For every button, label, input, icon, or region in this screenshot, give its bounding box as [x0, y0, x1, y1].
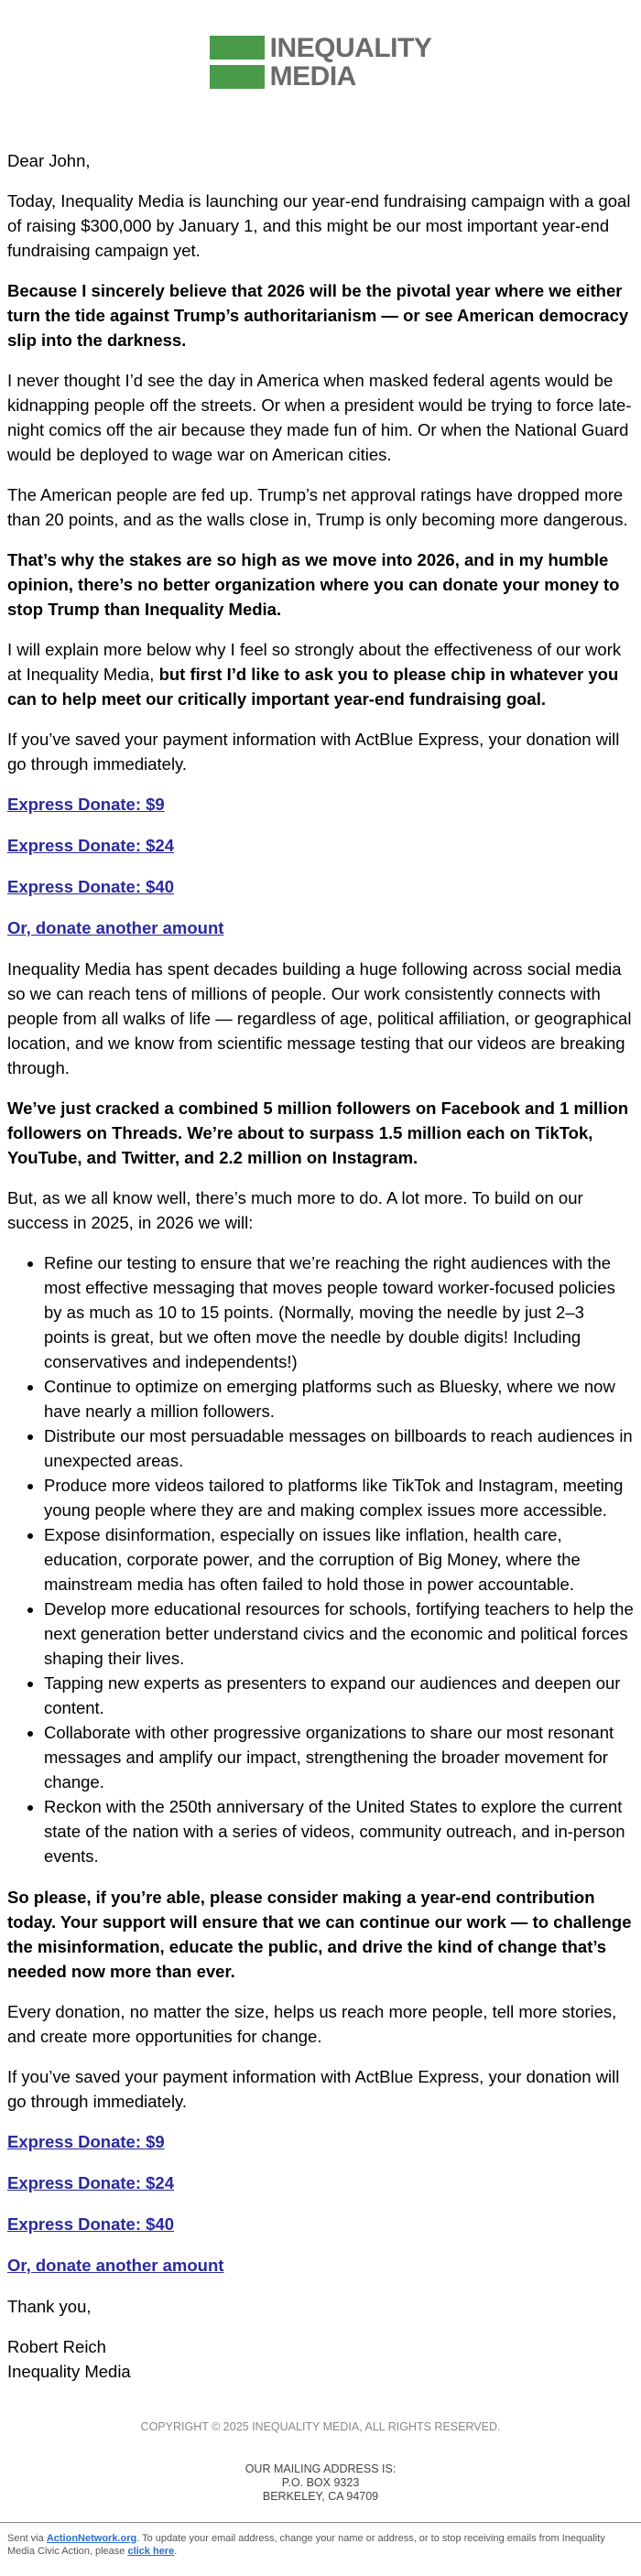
notice-end: . [174, 2546, 178, 2557]
sign-off: Thank you, [7, 2297, 92, 2316]
list-item: • Tapping new experts as presenters to expand our audiences and deepen our content. [44, 1671, 634, 1720]
paragraph-explain-normal: I will explain more below why I feel so strongly about the effectiveness of our work at Inequality Media, [7, 640, 622, 684]
footer [0, 2420, 641, 2504]
donate-other-row-2 [7, 2253, 634, 2278]
paragraph-please-contribute: So please, if you’re able, please consider making a year-end contribution today. Your support will ensure that we can continue our work — to challenge the misinformation, educate the public, and drive the kind of change that’s needed now more than ever. [7, 1888, 632, 1981]
paragraph-explain-bold: but first I’d like to ask you to please chip in whatever you can to help meet our critically important year-end fundraising goal. [7, 665, 619, 709]
list-item: • Continue to optimize on emerging platforms such as Bluesky, where we now have nearly a million followers. [44, 1374, 634, 1423]
list-item: • Collaborate with other progressive organizations to share our most resonant messages and amplify our impact, strengthening the broader movement for change. [44, 1720, 634, 1794]
donate-24-row [7, 833, 634, 858]
paragraph-intro: Today, Inequality Media is launching our year-end fundraising campaign with a goal of raising $300,000 by January 1, and this might be our most important year-end fundraising campaign yet. [7, 191, 631, 260]
donate-other-amount-link-2[interactable]: Or, donate another amount [7, 2256, 224, 2275]
paragraph-more-to-do: But, as we all know well, there’s much more to do. A lot more. To build on our success in 2025, in 2026 we will: [7, 1188, 583, 1232]
plans-list [7, 1250, 634, 1868]
copyright: COPYRIGHT © 2025 INEQUALITY MEDIA, ALL RIGHTS RESERVED. [140, 2420, 501, 2433]
address-line-1: P.O. BOX 9323 [281, 2476, 360, 2489]
list-item: • Reckon with the 250th anniversary of the United States to explore the current state of the nation with a series of videos, community outreach, and in-person events. [44, 1794, 634, 1868]
paragraph-pivotal-year: Because I sincerely believe that 2026 will be the pivotal year where we either turn the tide against Trump’s authoritarianism — or see American democracy slip into the darkness. [7, 281, 629, 350]
express-donate-40-link-2[interactable]: Express Donate: $40 [7, 2214, 175, 2234]
donate-40-row-2 [7, 2212, 634, 2236]
list-item: • Produce more videos tailored to platforms like TikTok and Instagram, meeting young people where they are and making complex issues more accessible. [44, 1473, 634, 1522]
list-item: • Expose disinformation, especially on issues like inflation, health care, education, corporate power, and the corruption of Big Money, where the mainstream media has often failed to hold those in power accountable. [44, 1522, 634, 1596]
unsubscribe-notice [0, 2523, 641, 2576]
logo-line-1: INEQUALITY [269, 33, 432, 63]
logo-line-2: MEDIA [269, 61, 356, 92]
donate-other-amount-link[interactable]: Or, donate another amount [7, 918, 224, 937]
donate-9-row-2 [7, 2129, 634, 2154]
greeting: Dear John, [7, 151, 91, 170]
paragraph-explain [7, 637, 634, 711]
signer-org: Inequality Media [7, 2362, 131, 2381]
address-line-2: BERKELEY, CA 94709 [262, 2490, 379, 2503]
signer-name: Robert Reich [7, 2337, 106, 2356]
notice-mid: . To update your email address, change your name or address, or to stop receiving emails from Inequality Media Civic Action, please [7, 2533, 605, 2557]
paragraph-fed-up: The American people are fed up. Trump’s net approval ratings have dropped more than 20 points, and as the walls close in, Trump is only becoming more dangerous. [7, 485, 628, 529]
donate-9-row [7, 792, 634, 817]
logo-mark-icon [210, 36, 265, 89]
donate-40-row [7, 874, 634, 899]
paragraph-followers: We’ve just cracked a combined 5 million followers on Facebook and 1 million followers on Threads. We’re about to surpass 1.5 million each on TikTok, YouTube, and Twitter, and 2.2 million on Instagram. [7, 1099, 629, 1167]
list-item: • Distribute our most persuadable messages on billboards to reach audiences in unexpected areas. [44, 1423, 634, 1473]
email-body [0, 148, 641, 2384]
notice-pre: Sent via [7, 2533, 47, 2544]
paragraph-stakes: That’s why the stakes are so high as we move into 2026, and in my humble opinion, there’s no better organization where you can donate your money to stop Trump than Inequality Media. [7, 550, 620, 619]
click-here-link[interactable]: click here [127, 2546, 175, 2557]
actionnetwork-link[interactable]: ActionNetwork.org [46, 2533, 137, 2544]
mailing-address [0, 2462, 641, 2504]
paragraph-actblue: If you’ve saved your payment information with ActBlue Express, your donation will go through immediately. [7, 730, 620, 774]
paragraph-following: Inequality Media has spent decades building a huge following across social media so we can reach tens of millions of people. Our work consistently connects with people from all walks of life — regardless of age, political affiliation, or geographical location, and we know from scientific message testing that our videos are breaking through. [7, 959, 632, 1077]
express-donate-24-link-2[interactable]: Express Donate: $24 [7, 2173, 175, 2192]
header-logo [0, 0, 641, 95]
address-label: OUR MAILING ADDRESS IS: [244, 2462, 397, 2475]
express-donate-40-link[interactable]: Express Donate: $40 [7, 877, 175, 896]
logo-wordmark [270, 34, 432, 91]
donate-24-row-2 [7, 2170, 634, 2195]
list-item: • Develop more educational resources for schools, fortifying teachers to help the next generation better understand civics and the economic and political forces shaping their lives. [44, 1596, 634, 1671]
donate-other-row [7, 915, 634, 940]
express-donate-24-link[interactable]: Express Donate: $24 [7, 836, 175, 855]
paragraph-never-thought: I never thought I’d see the day in America when masked federal agents would be kidnapping people off the streets. Or when a president would be trying to force late-night comics off the air because they made fun of him. Or when the National Guard would be deployed to wage war on American cities. [7, 371, 632, 464]
express-donate-9-link[interactable]: Express Donate: $9 [7, 795, 165, 814]
paragraph-every-donation: Every donation, no matter the size, helps us reach more people, tell more stories, and create more opportunities for change. [7, 2002, 617, 2046]
paragraph-actblue-2: If you’ve saved your payment information with ActBlue Express, your donation will go through immediately. [7, 2067, 620, 2111]
list-item: • Refine our testing to ensure that we’re reaching the right audiences with the most effective messaging that moves people toward worker-focused policies by as much as 10 to 15 points. (Normally, moving the needle by just 2–3 points is great, but we often move the needle by double digits! Including conservatives and independents!) [44, 1250, 634, 1374]
express-donate-9-link-2[interactable]: Express Donate: $9 [7, 2132, 165, 2151]
